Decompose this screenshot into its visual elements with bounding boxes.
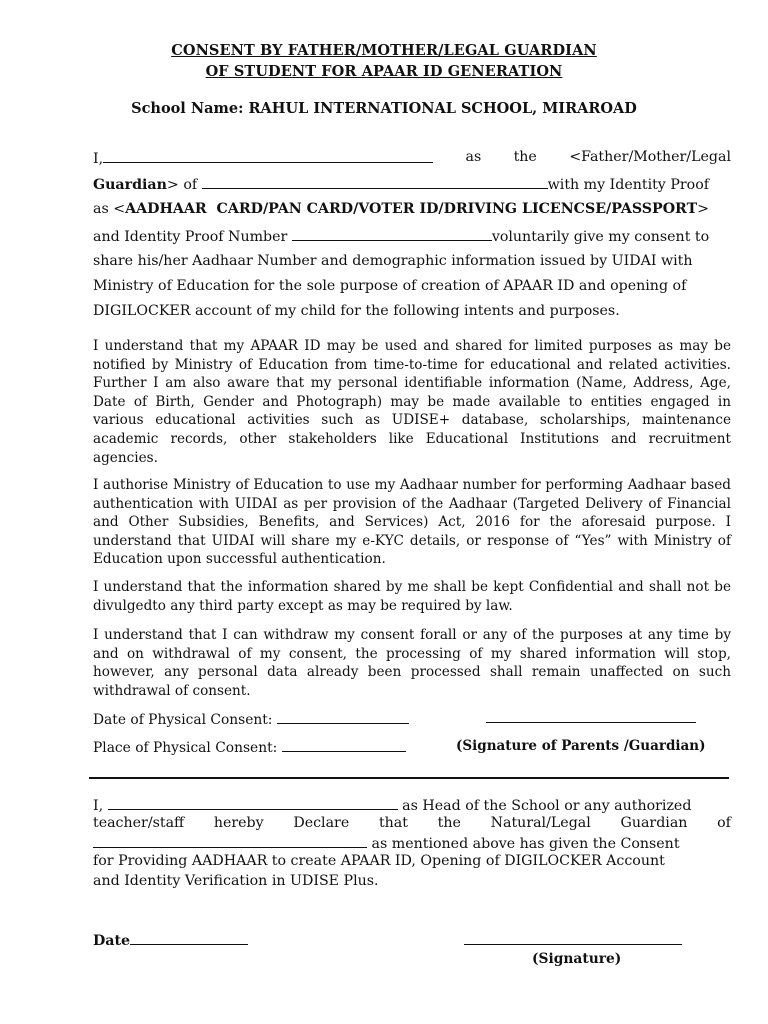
- form-title-line2: OF STUDENT FOR APAAR ID GENERATION: [205, 63, 563, 80]
- parent-signature-blank: [486, 722, 696, 723]
- head-signature-label: (Signature): [532, 951, 622, 967]
- declaration-word: the: [437, 815, 461, 831]
- declaration-date-label: Date: [93, 933, 131, 949]
- relation-open: <Father/Mother/Legal: [569, 149, 731, 165]
- paragraph-confidentiality: I understand that the information shared by me shall be kept Confidential and shall not be divulgedto any third party except as may be required by law.: [93, 579, 731, 614]
- declaration-line-3: [93, 834, 731, 852]
- consent-line-7: DIGILOCKER account of my child for the following intents and purposes.: [93, 303, 620, 319]
- head-signature-blank: [464, 944, 682, 945]
- section-divider: [89, 777, 729, 779]
- paragraph-apaar-usage: I understand that my APAAR ID may be used and shared for limited purposes as may be notified by Ministry of Education from time-to-time for educational and related activities. Further I am also aware that my personal identifiable information (Name, Address, Age, Date of Birth, Gender and Photograph) may be made available to entities engaged in various educational activities such as UDISE+ database, scholarships, maintenance academic records, other stakeholders like Educational Institutions and recruitment agencies.: [93, 338, 731, 466]
- declaration-role-text: as Head of the School or any authorized: [402, 798, 692, 814]
- consent-line-3: [93, 201, 731, 217]
- student-name-blank-2: [93, 834, 367, 848]
- declaration-word: hereby: [213, 815, 264, 831]
- consent-line-4: [93, 227, 731, 245]
- date-of-consent-blank: [277, 710, 409, 724]
- id-number-label: and Identity Proof Number: [93, 229, 288, 245]
- place-of-consent-row: [93, 738, 393, 756]
- id-document-types: AADHAAR CARD/PAN CARD/VOTER ID/DRIVING LICENCSE/PASSPORT: [125, 201, 698, 217]
- declaration-word: of: [717, 815, 731, 831]
- place-of-consent-blank: [282, 738, 406, 752]
- student-name-blank: [202, 175, 548, 189]
- id-number-blank: [292, 227, 492, 241]
- consent-given-text: as mentioned above has given the Consent: [371, 836, 680, 852]
- declaration-date-blank: [130, 931, 248, 945]
- head-name-blank: [108, 796, 398, 810]
- gt-of: > of: [166, 177, 198, 193]
- consent-line-2: [93, 175, 731, 193]
- the-text: the: [513, 149, 537, 165]
- declaration-date-row: [93, 931, 293, 949]
- declaration-word: that: [378, 815, 408, 831]
- date-of-consent-row: [93, 710, 731, 728]
- i-prefix: I,: [93, 151, 104, 167]
- consent-line-5: share his/her Aadhaar Number and demographic information issued by UIDAI with: [93, 253, 693, 269]
- declaration-word: Declare: [293, 815, 350, 831]
- declaration-word: Guardian: [620, 815, 688, 831]
- parent-signature-label: (Signature of Parents /Guardian): [456, 738, 706, 754]
- consent-line-6: Ministry of Education for the sole purpose of creation of APAAR ID and opening of: [93, 278, 687, 294]
- declaration-line-2: [93, 815, 731, 831]
- form-title-line1: CONSENT BY FATHER/MOTHER/LEGAL GUARDIAN: [171, 42, 597, 59]
- place-of-consent-label: Place of Physical Consent:: [93, 740, 278, 756]
- declaration-i-prefix: I,: [93, 798, 104, 814]
- date-of-consent-label: Date of Physical Consent:: [93, 712, 273, 728]
- declaration-line-4: for Providing AADHAAR to create APAAR ID, Opening of DIGILOCKER Account: [93, 853, 665, 869]
- paragraph-withdrawal: I understand that I can withdraw my consent forall or any of the purposes at any time by and on withdrawal of my consent, the processing of my shared information will stop, however, any personal data already been processed shall remain unaffected on such withdrawal of consent.: [93, 627, 731, 699]
- identity-proof-text: with my Identity Proof: [547, 177, 709, 193]
- voluntarily-text: voluntarily give my consent to: [491, 229, 710, 245]
- paragraph-aadhaar-authorisation: I authorise Ministry of Education to use my Aadhaar number for performing Aadhaar based authentication with UIDAI as per provision of the Aadhaar (Targeted Delivery of Financial and Other Subsidies, Benefits, and Services) Act, 2016 for the aforesaid purpose. I understand that UIDAI will share my e-KYC details, or response of “Yes” with Ministry of Education upon successful authentication.: [93, 477, 731, 568]
- consent-line-1: [93, 149, 731, 167]
- as-text: as: [465, 149, 482, 165]
- declaration-word: Natural/Legal: [490, 815, 591, 831]
- as-prefix: as <: [93, 201, 126, 217]
- declaration-line-1: [93, 796, 731, 814]
- relation-close: Guardian: [93, 177, 167, 193]
- declaration-line-5: and Identity Verification in UDISE Plus.: [93, 873, 379, 889]
- parent-name-blank: [103, 149, 433, 163]
- declaration-word: teacher/staff: [93, 815, 185, 831]
- gt-close: >: [697, 201, 710, 217]
- school-name: School Name: RAHUL INTERNATIONAL SCHOOL, MIRAROAD: [131, 100, 637, 117]
